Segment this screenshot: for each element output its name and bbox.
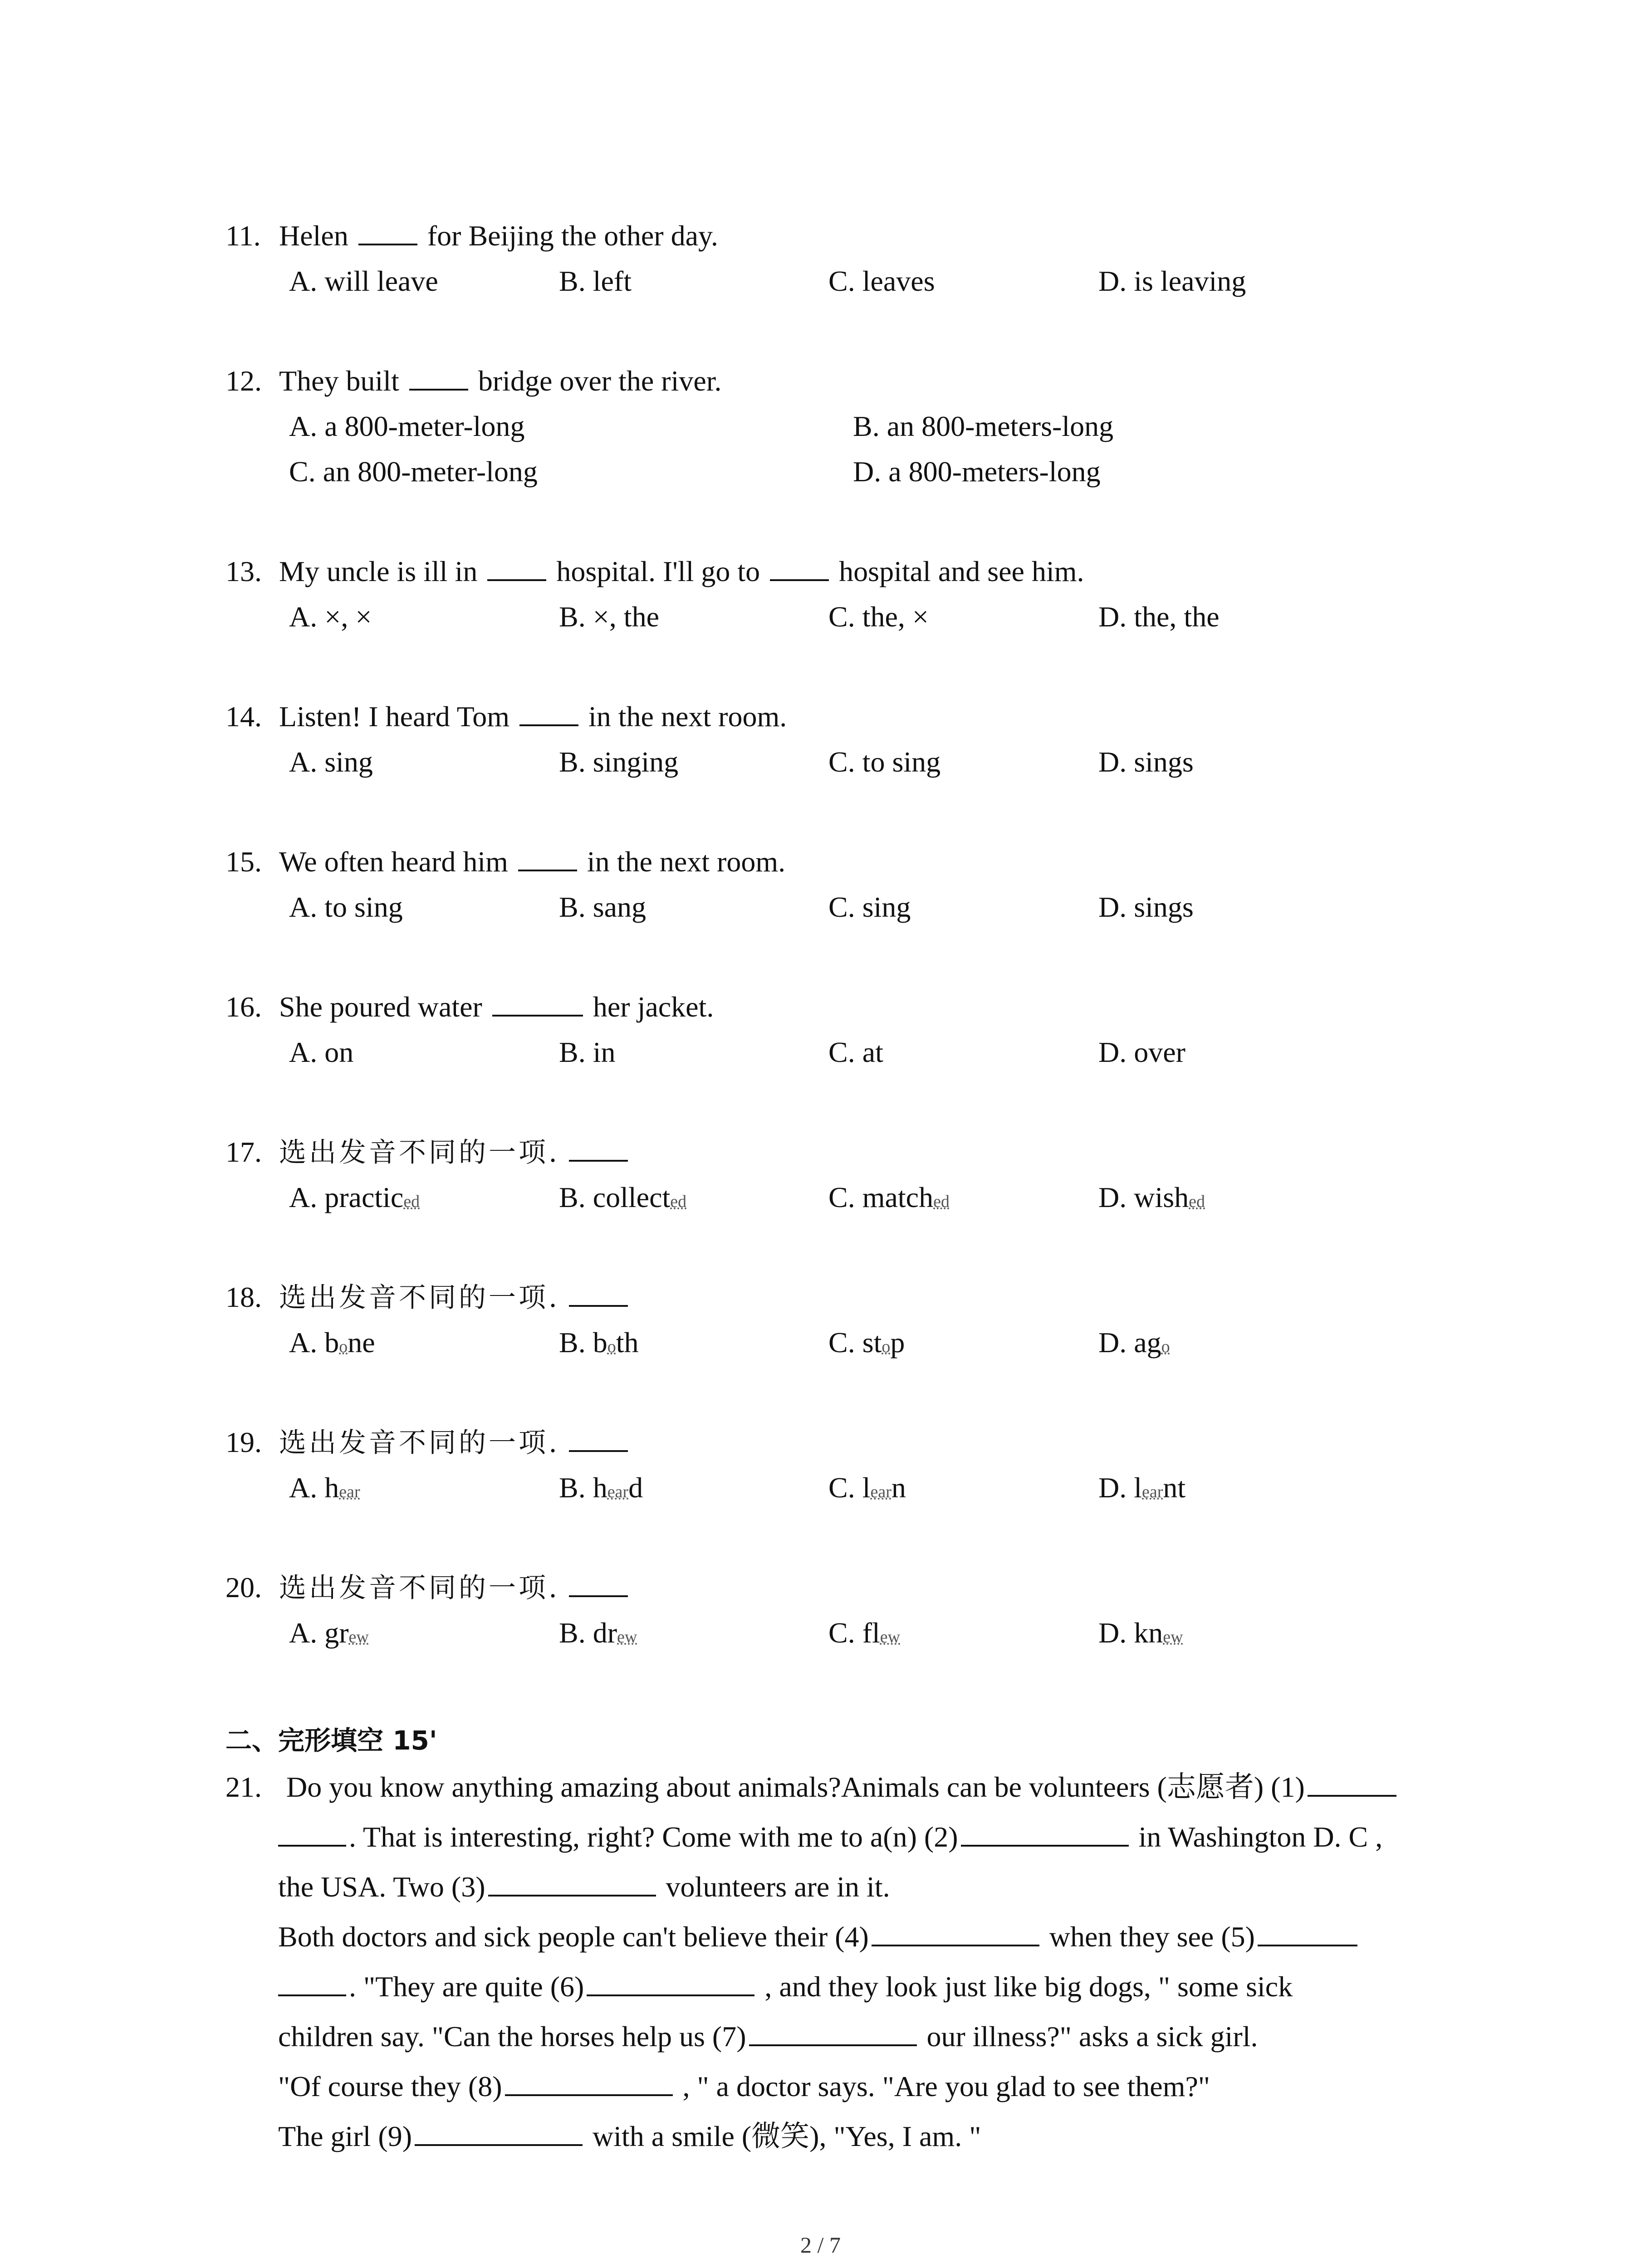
option-c[interactable]: C. at bbox=[828, 1036, 883, 1068]
question-stem: 18. 选出发音不同的一项. bbox=[225, 1279, 631, 1316]
cloze-line-7: "Of course they (8) , " a doctor says. "Are you glad to see them?" bbox=[278, 2068, 1210, 2105]
answer-blank[interactable] bbox=[569, 1280, 628, 1307]
question-stem: 19. 选出发音不同的一项. bbox=[225, 1424, 631, 1461]
pronunciation-mark: ear bbox=[607, 1482, 629, 1501]
blank-4[interactable] bbox=[872, 1919, 1039, 1946]
option-d[interactable]: D. is leaving bbox=[1098, 265, 1246, 297]
option-d[interactable]: D. ago bbox=[1098, 1326, 1170, 1359]
option-b[interactable]: B. an 800-meters-long bbox=[853, 410, 1114, 442]
pronunciation-mark: ew bbox=[1163, 1628, 1183, 1647]
option-d[interactable]: D. knew bbox=[1098, 1617, 1183, 1649]
option-b[interactable]: B. left bbox=[559, 265, 632, 297]
blank-8[interactable] bbox=[505, 2069, 673, 2096]
answer-blank[interactable] bbox=[487, 554, 546, 581]
pronunciation-mark: o bbox=[882, 1337, 891, 1356]
option-b[interactable]: B. collected bbox=[559, 1181, 687, 1213]
option-c[interactable]: C. learn bbox=[828, 1471, 906, 1504]
blank-9[interactable] bbox=[415, 2119, 583, 2146]
pronunciation-mark: ew bbox=[617, 1628, 637, 1647]
option-a[interactable]: A. on bbox=[289, 1036, 354, 1068]
cloze-line-2: . That is interesting, right? Come with me to a(n) (2) in Washington D. C , bbox=[278, 1819, 1382, 1855]
option-a[interactable]: A. to sing bbox=[289, 891, 403, 923]
question-number: 18. bbox=[225, 1281, 262, 1313]
pronunciation-mark: ed bbox=[933, 1192, 950, 1211]
page-number: 2 / 7 bbox=[800, 2232, 841, 2258]
answer-blank[interactable] bbox=[569, 1425, 628, 1452]
question-number: 17. bbox=[225, 1136, 262, 1168]
option-c[interactable]: C. leaves bbox=[828, 265, 935, 297]
option-c[interactable]: C. to sing bbox=[828, 746, 941, 778]
option-a[interactable]: A. practiced bbox=[289, 1181, 420, 1213]
pronunciation-mark: ear bbox=[1142, 1482, 1163, 1501]
answer-blank[interactable] bbox=[569, 1570, 628, 1597]
blank-2[interactable] bbox=[961, 1819, 1129, 1847]
option-a[interactable]: A. grew bbox=[289, 1617, 369, 1649]
option-a[interactable]: A. a 800-meter-long bbox=[289, 410, 525, 442]
option-b[interactable]: B. ×, the bbox=[559, 601, 659, 633]
option-a[interactable]: A. hear bbox=[289, 1471, 360, 1504]
option-b[interactable]: B. singing bbox=[559, 746, 679, 778]
option-d[interactable]: D. wished bbox=[1098, 1181, 1205, 1213]
cloze-line-4: Both doctors and sick people can't believe their (4) when they see (5) bbox=[278, 1919, 1360, 1955]
blank-6[interactable] bbox=[587, 1969, 754, 1996]
option-a[interactable]: A. ×, × bbox=[289, 601, 372, 633]
option-c[interactable]: C. sing bbox=[828, 891, 911, 923]
cloze-line-6: children say. "Can the horses help us (7) our illness?" asks a sick girl. bbox=[278, 2019, 1258, 2055]
question-number: 20. bbox=[225, 1571, 262, 1603]
cloze-line-5: . "They are quite (6) , and they look just like big dogs, " some sick bbox=[278, 1969, 1293, 2005]
answer-blank[interactable] bbox=[409, 363, 468, 391]
question-number: 21. bbox=[225, 1771, 262, 1803]
pronunciation-mark: o bbox=[339, 1337, 348, 1356]
option-d[interactable]: D. sings bbox=[1098, 746, 1194, 778]
pronunciation-mark: ed bbox=[670, 1192, 687, 1211]
pronunciation-mark: o bbox=[1161, 1337, 1170, 1356]
question-stem: 15. We often heard him in the next room. bbox=[225, 844, 785, 880]
question-number: 15. bbox=[225, 846, 262, 878]
answer-blank[interactable] bbox=[492, 989, 583, 1017]
question-stem: 12. They built bridge over the river. bbox=[225, 363, 722, 399]
option-d[interactable]: D. a 800-meters-long bbox=[853, 455, 1101, 488]
question-stem: 13. My uncle is ill in hospital. I'll go to hospital and see him. bbox=[225, 553, 1084, 590]
pronunciation-mark: o bbox=[607, 1337, 616, 1356]
question-number: 14. bbox=[225, 700, 262, 733]
option-c[interactable]: C. the, × bbox=[828, 601, 929, 633]
question-number: 16. bbox=[225, 991, 262, 1023]
question-stem: 11. Helen for Beijing the other day. bbox=[225, 218, 718, 254]
pronunciation-mark: ed bbox=[403, 1192, 420, 1211]
question-number: 11. bbox=[225, 220, 261, 252]
blank-5b[interactable] bbox=[278, 1969, 346, 1996]
option-b[interactable]: B. sang bbox=[559, 891, 646, 923]
option-b[interactable]: B. both bbox=[559, 1326, 639, 1359]
answer-blank[interactable] bbox=[519, 699, 578, 726]
option-a[interactable]: A. will leave bbox=[289, 265, 438, 297]
pronunciation-mark: ed bbox=[1189, 1192, 1205, 1211]
option-d[interactable]: D. over bbox=[1098, 1036, 1185, 1068]
option-a[interactable]: A. sing bbox=[289, 746, 373, 778]
option-d[interactable]: D. learnt bbox=[1098, 1471, 1186, 1504]
question-stem: 16. She poured water her jacket. bbox=[225, 989, 714, 1025]
option-a[interactable]: A. bone bbox=[289, 1326, 375, 1359]
question-stem: 17. 选出发音不同的一项. bbox=[225, 1134, 631, 1171]
answer-blank[interactable] bbox=[358, 218, 417, 245]
cloze-line-3: the USA. Two (3) volunteers are in it. bbox=[278, 1869, 890, 1905]
answer-blank[interactable] bbox=[770, 554, 829, 581]
blank-3[interactable] bbox=[488, 1869, 656, 1897]
answer-blank[interactable] bbox=[518, 844, 577, 871]
question-number: 13. bbox=[225, 555, 262, 587]
question-number: 19. bbox=[225, 1426, 262, 1458]
option-c[interactable]: C. flew bbox=[828, 1617, 901, 1649]
cloze-line-8: The girl (9) with a smile (微笑), "Yes, I am. " bbox=[278, 2118, 981, 2155]
section-title: 二、完形填空 15' bbox=[225, 1725, 437, 1756]
pronunciation-mark: ew bbox=[880, 1628, 901, 1647]
question-number: 12. bbox=[225, 365, 262, 397]
pronunciation-mark: ew bbox=[348, 1628, 369, 1647]
question-stem: 14. Listen! I heard Tom in the next room. bbox=[225, 699, 787, 735]
option-c[interactable]: C. stop bbox=[828, 1326, 905, 1359]
blank-1a[interactable] bbox=[1308, 1769, 1396, 1797]
option-b[interactable]: B. in bbox=[559, 1036, 616, 1068]
option-c[interactable]: C. an 800-meter-long bbox=[289, 455, 538, 488]
question-stem: 20. 选出发音不同的一项. bbox=[225, 1569, 631, 1606]
blank-1b[interactable] bbox=[278, 1819, 346, 1847]
option-d[interactable]: D. sings bbox=[1098, 891, 1194, 923]
blank-7[interactable] bbox=[749, 2019, 917, 2046]
answer-blank[interactable] bbox=[569, 1134, 628, 1162]
pronunciation-mark: ear bbox=[339, 1482, 360, 1501]
option-d[interactable]: D. the, the bbox=[1098, 601, 1220, 633]
blank-5a[interactable] bbox=[1258, 1919, 1357, 1946]
option-c[interactable]: C. matched bbox=[828, 1181, 950, 1213]
pronunciation-mark: ear bbox=[870, 1482, 892, 1501]
cloze-line-1: 21. Do you know anything amazing about animals?Animals can be volunteers (志愿者) (1) bbox=[225, 1769, 1399, 1805]
option-b[interactable]: B. heard bbox=[559, 1471, 643, 1504]
option-b[interactable]: B. drew bbox=[559, 1617, 637, 1649]
